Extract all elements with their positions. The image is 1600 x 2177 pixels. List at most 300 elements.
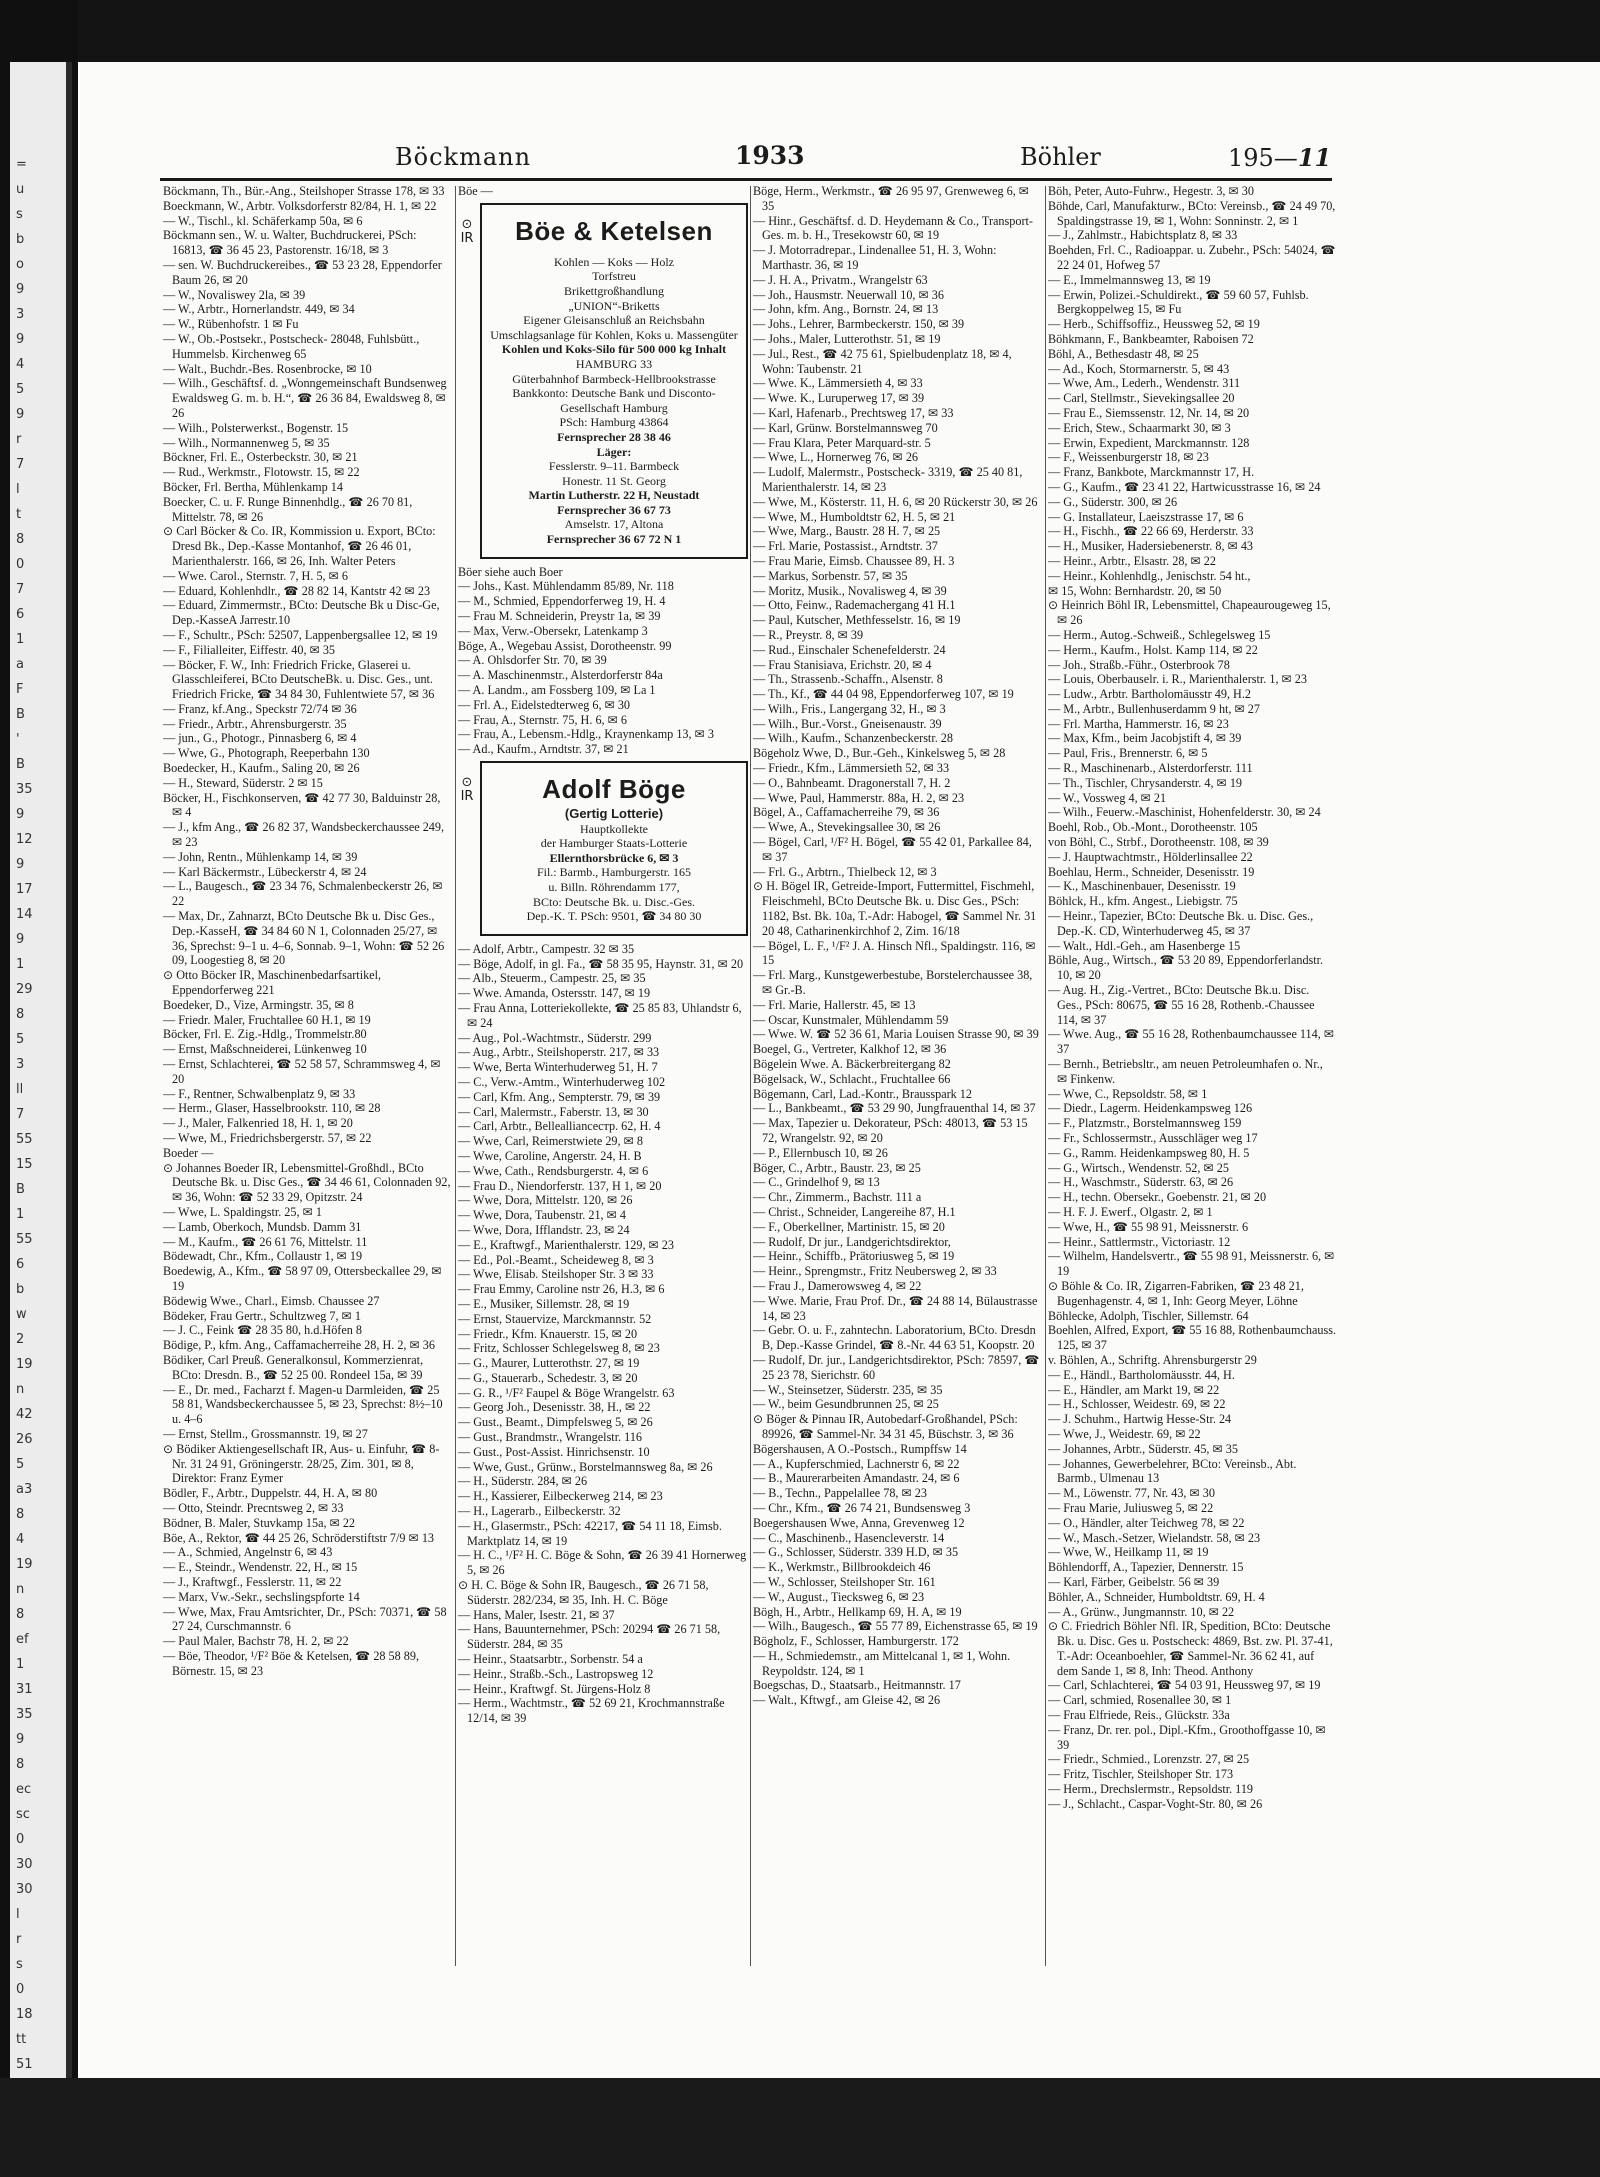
directory-entry: — Rudolf, Dr jur., Landgerichtsdirektor,: [753, 1234, 951, 1249]
directory-entry: — J. Hauptwachtmstr., Hölderlinsallee 22: [1048, 849, 1253, 864]
binding-fragment: r: [16, 432, 22, 447]
directory-entry: — Friedr., Kfm., Lämmersieth 52, ✉ 33: [753, 761, 950, 776]
directory-entry: — G., Maurer, Lutterothstr. 27, ✉ 19: [458, 1356, 640, 1371]
directory-entry: — Oscar, Kunstmaler, Mühlendamm 59: [753, 1012, 949, 1027]
binding-fragment: 3: [16, 307, 25, 322]
directory-entry: — Chr., Kfm., ☎ 26 74 21, Bundsensweg 3: [753, 1500, 971, 1515]
binding-fragment: 31: [16, 1682, 33, 1697]
directory-entry: — Wwe, Berta Winterhuderweg 51, H. 7: [458, 1060, 658, 1075]
binding-fragment: b: [16, 232, 25, 247]
directory-entry: — K., Werkmstr., Billbrookdeich 46: [753, 1560, 931, 1575]
directory-entry: — Wwe, C., Repsoldstr. 58, ✉ 1: [1048, 1086, 1208, 1101]
binding-fragment: 29: [16, 982, 33, 997]
binding-fragment: w: [16, 1307, 27, 1322]
directory-entry: — Georg Joh., Desenisstr. 38, H., ✉ 22: [458, 1400, 651, 1415]
directory-entry: — Wwe, Dora, Mittelstr. 120, ✉ 26: [458, 1193, 633, 1208]
directory-entry: Böhler, A., Schneider, Humboldtstr. 69, H. 4: [1048, 1589, 1265, 1604]
directory-entry: Böhle, Aug., Wirtsch., ☎ 53 20 89, Eppendorferlandstr. 10, ✉ 20: [1048, 953, 1324, 983]
directory-entry: — Diedr., Lagerm. Heidenkampsweg 126: [1048, 1101, 1253, 1116]
directory-entry: Bögh, H., Arbtr., Hellkamp 69, H. A, ✉ 19: [753, 1604, 962, 1619]
directory-entry: — Frau, A., Lebensm.-Hdlg., Kraynenkamp 13, ✉ 3: [458, 727, 714, 742]
directory-entry: — Christ., Schneider, Langereihe 87, H.1: [753, 1204, 956, 1219]
directory-entry: — Friedr., Kfm. Knauerstr. 15, ✉ 20: [458, 1326, 638, 1341]
directory-entry: — Wwe, L. Spaldingstr. 25, ✉ 1: [163, 1204, 322, 1219]
directory-entry: — Paul, Fris., Brennerstr. 6, ✉ 5: [1048, 746, 1208, 761]
directory-column-4: [1048, 184, 1336, 1984]
directory-entry: Bödeker, Frau Gertr., Schultzweg 7, ✉ 1: [163, 1308, 361, 1323]
directory-entry: — Wwe, M., Humboldtstr 62, H. 5, ✉ 21: [753, 509, 956, 524]
directory-entry: — G. Installateur, Laeiszstrasse 17, ✉ 6: [1048, 509, 1244, 524]
directory-entry: — F., Platzmstr., Borstelmannsweg 159: [1048, 1116, 1242, 1131]
directory-entry: — Heinr., Straßb.-Sch., Lastropsweg 12: [458, 1666, 654, 1681]
directory-entry: — Aug. H., Zig.-Vertret., BCto: Deutsche Bk.u. Disc. Ges., PSch: 80675, ☎ 55 16 28, Rothenb.-Chaussee 114, ✉ 37: [1048, 983, 1315, 1027]
directory-entry: — Wwe, Cath., Rendsburgerstr. 4, ✉ 6: [458, 1163, 649, 1178]
directory-entry: — W., Rübenhofstr. 1 ✉ Fu: [163, 317, 299, 332]
running-head-year: 1933: [735, 141, 805, 170]
binding-fragment: 19: [16, 1357, 33, 1372]
binding-fragment: 51: [16, 2057, 33, 2072]
directory-entry: — J., kfm Ang., ☎ 26 82 37, Wandsbeckerchaussee 249, ✉ 23: [163, 820, 445, 850]
ad-line: Dep.-K. T. PSch: 9501, ☎ 34 80 30: [526, 909, 702, 924]
directory-entry: — W., Novaliswey 2la, ✉ 39: [163, 287, 306, 302]
directory-entry: — Moritz, Musik., Novalisweg 4, ✉ 39: [753, 583, 947, 598]
directory-entry: — E., Kraftwgf., Marienthalerstr. 129, ✉ 23: [458, 1237, 674, 1252]
directory-entry: — M., Schmied, Eppendorferweg 19, H. 4: [458, 594, 666, 609]
directory-entry: Bögel, A., Caffamacherreihe 79, ✉ 36: [753, 805, 940, 820]
directory-entry: ✉ 15, Wohn: Bernhardstr. 20, ✉ 50: [1048, 583, 1222, 598]
binding-fragment: 7: [16, 1107, 25, 1122]
directory-entry: — Carl, schmied, Rosenallee 30, ✉ 1: [1048, 1693, 1232, 1708]
directory-entry: — G. R., ¹/F² Faupel & Böge Wrangelstr. 63: [458, 1385, 675, 1400]
directory-entry: — Wwe. K., Luruperweg 17, ✉ 39: [753, 391, 925, 406]
directory-entry: — Jul., Rest., ☎ 42 75 61, Spielbudenplatz 18, ✉ 4, Wohn: Taubenstr. 21: [753, 346, 1012, 376]
directory-entry: — Walt., Hdl.-Geh., am Hasenberge 15: [1048, 938, 1241, 953]
binding-fragment: 30: [16, 1882, 33, 1897]
directory-entry: — Heinr., Sprengmstr., Fritz Neubersweg 2, ✉ 33: [753, 1264, 997, 1279]
binding-fragment: 17: [16, 882, 33, 897]
directory-entry: — Wilh., Baugesch., ☎ 55 77 89, Eichenstrasse 65, ✉ 19: [753, 1619, 1038, 1634]
binding-fragment: 2: [16, 1332, 25, 1347]
ad-line: Bankkonto: Deutsche Bank und Disconto-Gesellschaft Hamburg: [512, 386, 716, 415]
page-number-main: 195—: [1228, 144, 1298, 172]
directory-entry: — Ed., Pol.-Beamt., Scheideweg 8, ✉ 3: [458, 1252, 654, 1267]
directory-entry: — Heinr., Arbtr., Elsastr. 28, ✉ 22: [1048, 553, 1216, 568]
directory-entry: — Fritz, Schlosser Schlegelsweg 8, ✉ 23: [458, 1341, 660, 1356]
binding-fragment: 8: [16, 1757, 25, 1772]
directory-entry: — Rud., Werkmstr., Flotowstr. 15, ✉ 22: [163, 465, 360, 480]
ad-line: Fesslerstr. 9–11. Barmbeck: [548, 459, 680, 474]
directory-entry: — Ludolf, Malermstr., Postscheck- 3319, ☎ 25 40 81, Marienthalerstr. 14, ✉ 23: [753, 465, 1023, 494]
directory-entry: Boehlen, Alfred, Export, ☎ 55 16 88, Rothenbaumchauss. 125, ✉ 37: [1048, 1323, 1336, 1353]
directory-entry: Böcker, Frl. E. Zig.-Hdlg., Trommelstr.80: [163, 1027, 367, 1042]
directory-entry: — F., Filialleiter, Eiffestr. 40, ✉ 35: [163, 642, 336, 657]
binding-fragment: 9: [16, 1732, 25, 1747]
directory-entry: — Aug., Pol.-Wachtmstr., Süderstr. 299: [458, 1030, 652, 1045]
binding-fragment: 55: [16, 1132, 33, 1147]
directory-entry: — Heinr., Kraftwgf. St. Jürgens-Holz 8: [458, 1681, 651, 1696]
binding-fragment: u: [16, 182, 25, 197]
directory-entry: — Heinr., Tapezier, BCto: Deutsche Bk. u. Disc. Ges., Dep.-K. CD, Winterhuderweg 45, ✉ 37: [1048, 909, 1314, 938]
ir-mark-icon: IR: [460, 230, 474, 246]
directory-entry: — Lamb, Oberkoch, Mundsb. Damm 31: [163, 1219, 362, 1234]
telephone-circle-icon: ⊙: [461, 216, 473, 232]
directory-entry: — Ernst, Stellm., Grossmannstr. 19, ✉ 27: [163, 1426, 368, 1441]
binding-fragment: 9: [16, 807, 25, 822]
directory-entry: — Wwe. Carol., Sternstr. 7, H. 5, ✉ 6: [163, 568, 348, 583]
directory-entry: — Frl. G., Arbtrn., Thielbeck 12, ✉ 3: [753, 864, 937, 879]
directory-entry: — H., Schlosser, Weidestr. 69, ✉ 22: [1048, 1397, 1226, 1412]
binding-fragment: =: [16, 157, 27, 172]
directory-entry: — E., Musiker, Sillemstr. 28, ✉ 19: [458, 1296, 630, 1311]
directory-entry: Bödiker, Carl Preuß. Generalkonsul, Kommerzienrat, BCto: Dresdn. B., ☎ 52 25 00. Rondeel 15a, ✉ 39: [163, 1352, 424, 1382]
ad-line: Torfstreu: [592, 269, 636, 284]
binding-fragment: a: [16, 657, 24, 672]
binding-rule: [66, 62, 72, 2078]
directory-entry: — Gust., Beamt., Dimpfelsweg 5, ✉ 26: [458, 1415, 653, 1430]
binding-fragment: 15: [16, 1157, 33, 1172]
ad-line: der Hamburger Staats-Lotterie: [540, 836, 688, 851]
directory-entry: Bögeholz Wwe, D., Bur.-Geh., Kinkelsweg 5, ✉ 28: [753, 746, 1006, 761]
directory-entry: — Heinr., Staatsarbtr., Sorbenstr. 54 a: [458, 1652, 643, 1667]
directory-entry: Böckmann, Th., Bür.-Ang., Steilshoper Strasse 178, ✉ 33: [163, 184, 445, 198]
binding-fragment: s: [16, 207, 23, 222]
directory-entry: — Markus, Sorbenstr. 57, ✉ 35: [753, 568, 908, 583]
binding-fragment: 1: [16, 957, 25, 972]
binding-fragment: 5: [16, 1032, 25, 1047]
directory-entry: Boegershausen Wwe, Anna, Grevenweg 12: [753, 1515, 965, 1530]
binding-fragment: 55: [16, 1232, 33, 1247]
directory-entry: — Erwin, Expedient, Marckmannstr. 128: [1048, 435, 1250, 450]
ad-line: Kohlen und Koks-Silo für 500 000 kg Inhalt: [501, 342, 727, 357]
directory-entry: — Wilh., Feuerw.-Maschinist, Hohenfelderstr. 30, ✉ 24: [1048, 805, 1321, 820]
directory-entry: — Karl, Grünw. Borstelmannsweg 70: [753, 420, 938, 435]
directory-entry: Böhde, Carl, Manufakturw., BCto: Vereinsb., ☎ 24 49 70, Spaldingstrasse 19, ✉ 1, Wohn: Sonninstr. 2, ✉ 1: [1048, 198, 1336, 228]
directory-entry: — F., Rentner, Schwalbenplatz 9, ✉ 33: [163, 1086, 356, 1101]
directory-entry: — Marx, Vw.-Sekr., sechslingspforte 14: [163, 1589, 360, 1604]
directory-entry: — Wwe, W., Heilkamp 11, ✉ 19: [1048, 1545, 1209, 1560]
directory-entry: — Herm., Kaufm., Holst. Kamp 114, ✉ 22: [1048, 642, 1258, 657]
binding-fragment: B: [16, 757, 25, 772]
ad-line: HAMBURG 33: [575, 356, 653, 371]
directory-entry: — H., Musiker, Hadersiebenerstr. 8, ✉ 43: [1048, 539, 1254, 554]
directory-entry: — L., Bankbeamt., ☎ 53 29 90, Jungfrauenthal 14, ✉ 37: [753, 1101, 1036, 1116]
directory-entry: Bögholz, F., Schlosser, Hamburgerstr. 172: [753, 1634, 959, 1649]
directory-entry: — Karl, Hafenarb., Prechtsweg 17, ✉ 33: [753, 405, 954, 420]
page-number: [1228, 143, 1331, 172]
directory-entry: — Carl, Kfm. Ang., Sempterstr. 79, ✉ 39: [458, 1089, 661, 1104]
directory-entry: — Frl. Marie, Postassist., Arndtstr. 37: [753, 539, 938, 554]
ad-title: Adolf Böge: [542, 774, 686, 805]
directory-entry: — Louis, Oberbauselr. i. R., Marienthalerstr. 1, ✉ 23: [1048, 672, 1307, 687]
directory-entry: — O., Bahnbeamt. Dragonerstall 7, H. 2: [753, 775, 951, 790]
directory-entry: — Franz, Bankbote, Marckmannstr 17, H.: [1048, 465, 1255, 480]
directory-entry: — Hans, Maler, Isestr. 21, ✉ 37: [458, 1607, 615, 1622]
column-divider: [750, 186, 751, 1966]
directory-entry: — Wilh., Kaufm., Schanzenbeckerstr. 28: [753, 731, 953, 746]
telephone-circle-icon: ⊙: [461, 775, 473, 791]
directory-entry: — W., Steinsetzer, Süderstr. 235, ✉ 35: [753, 1382, 943, 1397]
directory-entry: — Bögel, L. F., ¹/F² J. A. Hinsch Nfl., Spaldingstr. 116, ✉ 15: [753, 938, 1036, 968]
directory-entry: — Frau Emmy, Caroline nstr 26, H.3, ✉ 6: [458, 1282, 665, 1297]
binding-fragment: o: [16, 257, 24, 272]
directory-entry: — E., Dr. med., Facharzt f. Magen-u Darmleiden, ☎ 25 58 81, Wandsbeckerchaussee 5, ✉ 23, Sprechst: 8½–10 u. 4–6: [163, 1382, 443, 1427]
directory-entry: — Carl, Arbtr., Belleallianceстр. 62, H. 4: [458, 1119, 661, 1134]
directory-entry: — Johannes, Arbtr., Süderstr. 45, ✉ 35: [1048, 1441, 1238, 1456]
directory-entry: Boegschas, D., Staatsarb., Heitmannstr. 17: [753, 1678, 961, 1693]
directory-entry: — A. Landm., am Fossberg 109, ✉ La 1: [458, 683, 656, 698]
column-divider: [1045, 186, 1046, 1966]
directory-entry: — Frau Anna, Lotteriekollekte, ☎ 25 85 83, Uhlandstr 6, ✉ 24: [458, 1000, 742, 1030]
directory-entry: Bögemann, Carl, Lad.-Kontr., Brausspark 12: [753, 1086, 972, 1101]
directory-entry: — H., Fischh., ☎ 22 66 69, Herderstr. 33: [1048, 524, 1254, 539]
directory-entry: — A., Kupferschmied, Lachnerstr 6, ✉ 22: [753, 1456, 960, 1471]
directory-entry: — Wwe, Gust., Grünw., Borstelmannsweg 8a, ✉ 26: [458, 1459, 713, 1474]
directory-entry: — Rud., Einschaler Schenefelderstr. 24: [753, 642, 946, 657]
directory-entry: — Wwe, J., Weidestr. 69, ✉ 22: [1048, 1426, 1201, 1441]
binding-fragment: ec: [16, 1782, 32, 1797]
binding-fragment: 7: [16, 582, 25, 597]
directory-entry: — G., Schlosser, Süderstr. 339 H.D, ✉ 35: [753, 1545, 959, 1560]
directory-entry: — Alb., Steuerm., Campestr. 25, ✉ 35: [458, 971, 646, 986]
directory-entry: ⊙ Johannes Boeder IR, Lebensmittel-Großhdl., BCto Deutsche Bk. u. Disc Ges., ☎ 34 46 61, Colonnaden 92, ✉ 36, Wohn: ☎ 52 33 29, Opitzstr. 24: [163, 1160, 451, 1205]
directory-entry: — Gebr. O. u. F., zahntechn. Laboratorium, BCto. Dresdn B, Dep.-Kasse Grindel, ☎ 8.-Nr. 44 63 51, Koopstr. 20: [753, 1323, 1036, 1353]
directory-entry: — Wwe. W. ☎ 52 36 61, Maria Louisen Strasse 90, ✉ 39: [753, 1027, 1039, 1042]
directory-entry: — Hinr., Geschäftsf. d. D. Heydemann & Co., Transport-Ges. m. b. H., Tresekowstr 60, ✉ 19: [753, 213, 1033, 243]
directory-entry: — Paul Maler, Bachstr 78, H. 2, ✉ 22: [163, 1634, 349, 1649]
directory-entry: — J. Motorradrepar., Lindenallee 51, H. 3, Wohn: Marthastr. 36, ✉ 19: [753, 243, 997, 272]
directory-entry: — Frau M. Schneiderin, Preystr 1a, ✉ 39: [458, 609, 661, 624]
directory-entry: — Bögel, Carl, ¹/F² H. Bögel, ☎ 55 42 01, Parkallee 84, ✉ 37: [753, 835, 1032, 864]
directory-entry: — F., Schultr., PSch: 52507, Lappenbergsallee 12, ✉ 19: [163, 627, 438, 642]
binding-fragment: tt: [16, 2032, 27, 2047]
directory-entry: — Frl. Marg., Kunstgewerbestube, Borstelerchaussee 38, ✉ Gr.-B.: [753, 968, 1033, 998]
column-2-head: [458, 184, 748, 199]
directory-entry: Boecker, C. u. F. Runge Binnenhdlg., ☎ 26 70 81, Mittelstr. 78, ✉ 26: [163, 494, 413, 524]
directory-entry: — K., Maschinenbauer, Desenisstr. 19: [1048, 879, 1236, 894]
directory-entry: ⊙ Böhle & Co. IR, Zigarren-Fabriken, ☎ 23 48 21, Bugenhagenstr. 4, ✉ 1, Inh: Georg Meyer, Löhne: [1048, 1278, 1304, 1308]
directory-entry: — Wwe. Amanda, Ostersstr. 147, ✉ 19: [458, 986, 651, 1001]
binding-fragment: 19: [16, 1557, 33, 1572]
directory-entry: — G., Stauerarb., Schedestr. 3, ✉ 20: [458, 1370, 638, 1385]
directory-entry: — H., Süderstr. 284, ✉ 26: [458, 1474, 588, 1489]
directory-entry: Böcker, H., Fischkonserven, ☎ 42 77 30, Balduinstr 28, ✉ 4: [163, 790, 441, 820]
directory-entry: — Herm., Glaser, Hasselbrookstr. 110, ✉ 28: [163, 1101, 381, 1116]
directory-entry: ⊙ Heinrich Böhl IR, Lebensmittel, Chapeaurougeweg 15, ✉ 26: [1048, 598, 1331, 628]
directory-entry: — W., Arbtr., Hornerlandstr. 449, ✉ 34: [163, 302, 355, 317]
directory-entry: Bögelsack, W., Schlacht., Fruchtallee 66: [753, 1071, 951, 1086]
binding-fragment: 30: [16, 1857, 33, 1872]
directory-entry: — Ludw., Arbtr. Bartholomäusstr 49, H.2: [1048, 687, 1251, 702]
directory-entry: — A., Grünw., Jungmannstr. 10, ✉ 22: [1048, 1604, 1235, 1619]
ad-line: „UNION“-Briketts: [568, 298, 660, 313]
directory-entry: — Max, Dr., Zahnarzt, BCto Deutsche Bk u. Disc Ges., Dep.-KasseH, ☎ 34 84 60 N 1, Colonnaden 25/27, ✉ 36, Sprechst: 9–1 u. 4–6, Sonnab. 9–1, Wohn: ☎ 52 26 09, Loogestieg 8, ✉ 20: [163, 909, 445, 968]
ir-mark-icon: IR: [460, 789, 474, 805]
directory-entry: — G., Ramm. Heidenkampsweg 80, H. 5: [1048, 1145, 1250, 1160]
binding-fragment: F: [16, 682, 24, 697]
binding-fragment: 5: [16, 1457, 25, 1472]
binding-fragment: 1: [16, 1207, 25, 1222]
advertisement-boe-ketelsen: [480, 203, 748, 559]
directory-entry: — R., Preystr. 8, ✉ 39: [753, 627, 864, 642]
directory-entry: — Frl. Marie, Hallerstr. 45, ✉ 13: [753, 997, 916, 1012]
directory-entry: — H., Schmiedemstr., am Mittelcanal 1, ✉ 1, Wohn. Reypoldstr. 124, ✉ 1: [753, 1648, 1011, 1678]
directory-entry: — Frau, A., Sternstr. 75, H. 6, ✉ 6: [458, 712, 627, 727]
directory-entry: Bödewig Wwe., Charl., Eimsb. Chaussee 27: [163, 1293, 380, 1308]
directory-entry: — Wwe, Caroline, Angerstr. 24, H. B: [458, 1148, 642, 1163]
directory-column-3: [753, 184, 1043, 1984]
directory-entry: Böhkmann, F., Bankbeamter, Raboisen 72: [1048, 331, 1254, 346]
binding-fragment: 26: [16, 1432, 33, 1447]
binding-fragment: a3: [16, 1482, 33, 1497]
directory-entry: Boehl, Rob., Ob.-Mont., Dorotheenstr. 105: [1048, 820, 1258, 835]
ad-line: Fernsprecher 28 38 46: [557, 429, 671, 444]
binding-fragment: 5: [16, 382, 25, 397]
directory-entry: — Wwe, M., Kösterstr. 11, H. 6, ✉ 20 Rückerstr 30, ✉ 26: [753, 494, 1038, 509]
directory-entry: Boehlau, Herm., Schneider, Desenisstr. 19: [1048, 864, 1255, 879]
directory-entry: — Frau Elfriede, Reis., Glückstr. 33a: [1048, 1708, 1230, 1723]
directory-entry: — G., Süderstr. 300, ✉ 26: [1048, 494, 1178, 509]
directory-entry: — H. C., ¹/F² H. C. Böge & Sohn, ☎ 26 39 41 Hornerweg 5, ✉ 26: [458, 1548, 747, 1578]
directory-entry: — jun., G., Photogr., Pinnasberg 6, ✉ 4: [163, 731, 357, 746]
directory-entry: Bödige, P., kfm. Ang., Caffamacherreihe 28, H. 2, ✉ 36: [163, 1338, 435, 1353]
directory-entry: Böcker, Frl. Bertha, Mühlenkamp 14: [163, 479, 343, 494]
directory-entry: von Böhl, C., Strbf., Dorotheenstr. 108, ✉ 39: [1048, 835, 1269, 850]
ad-line: Läger:: [596, 444, 632, 459]
directory-entry: ⊙ C. Friedrich Böhler Nfl. IR, Spedition, BCto: Deutsche Bk. u. Disc. Ges u. Postscheck: 4869, Bst. zw. Pl. 37-41, T.-Adr: Oceanboehler, ☎ Sammel-Nr. 36 62 41, auf dem Sande 1, ✉ 8, Inh: Theod. Anthony: [1048, 1619, 1333, 1678]
binding-fragment: 1: [16, 632, 25, 647]
directory-entry: — M., Arbtr., Bullenhuserdamm 9 ht, ✉ 27: [1048, 701, 1260, 716]
ad-line: Güterbahnhof Barmbeck-Hellbrookstrasse: [512, 371, 716, 386]
directory-entry: Boegel, G., Vertreter, Kalkhof 12, ✉ 36: [753, 1042, 947, 1057]
directory-entry: — W., Schlosser, Steilshoper Str. 161: [753, 1574, 936, 1589]
directory-entry: Boehden, Frl. C., Radioappar. u. Zubehr., PSch: 54024, ☎ 22 24 01, Hofweg 57: [1048, 243, 1336, 272]
directory-entry: — W., beim Gesundbrunnen 25, ✉ 25: [753, 1397, 939, 1412]
directory-entry: ⊙ H. Bögel IR, Getreide-Import, Futtermittel, Fischmehl, Fleischmehl, BCto Deutsche Bk. u. Disc Ges., PSch: 1182, Bst. Bk. 10a, T.-Adr: Habogel, ☎ Sammel Nr. 31 20 48, Catharinenkirchhof 2, Zim. 16/18: [753, 879, 1037, 938]
directory-entry: Boedeker, D., Vize, Armingstr. 35, ✉ 8: [163, 997, 354, 1012]
directory-entry: — Wwe. Aug., ☎ 55 16 28, Rothenbaumchaussee 114, ✉ 37: [1048, 1027, 1335, 1057]
directory-entry: — Franz, kf.Ang., Speckstr 72/74 ✉ 36: [163, 701, 357, 716]
directory-entry: — Carl, Malermstr., Faberstr. 13, ✉ 30: [458, 1104, 649, 1119]
running-head-left: Böckmann: [395, 143, 532, 171]
ad-line: Martin Lutherstr. 22 H, Neustadt: [528, 488, 700, 503]
directory-entry: — Wwe, Carl, Reimerstwiete 29, ✉ 8: [458, 1134, 643, 1149]
directory-entry: — J. C., Feink ☎ 28 35 80, h.d.Höfen 8: [163, 1323, 363, 1338]
directory-entry: — Böge, Adolf, in gl. Fa., ☎ 58 35 95, Haynstr. 31, ✉ 20: [458, 956, 744, 971]
binding-fragment: n: [16, 1582, 25, 1597]
column-divider: [455, 186, 456, 1966]
directory-entry: — H., Steward, Süderstr. 2 ✉ 15: [163, 775, 323, 790]
directory-entry: — Friedr., Schmied., Lorenzstr. 27, ✉ 25: [1048, 1752, 1250, 1767]
directory-entry: — Fr., Schlossermstr., Ausschläger weg 17: [1048, 1131, 1258, 1145]
ad-line: Fil.: Barmb., Hamburgerstr. 165: [536, 865, 692, 880]
ad-line: Fernsprecher 36 67 73: [557, 502, 671, 517]
directory-entry: — W., Tischl., kl. Schäferkamp 50a, ✉ 6: [163, 213, 363, 228]
ad-line: Amselstr. 17, Altona: [564, 517, 664, 532]
directory-entry: — Joh., Straßb.-Führ., Osterbrook 78: [1048, 657, 1230, 672]
directory-entry: — M., Kaufm., ☎ 26 61 76, Mittelstr. 11: [163, 1234, 368, 1249]
directory-entry: — C., Maschinenb., Hasencleverstr. 14: [753, 1530, 945, 1545]
binding-fragment: 6: [16, 607, 25, 622]
directory-entry: Böckmann sen., W. u. Walter, Buchdruckerei, PSch: 16813, ☎ 36 45 23, Pastorenstr. 16/18, ✉ 3: [163, 228, 417, 258]
scan-edge-bottom: [0, 2078, 1600, 2177]
directory-entry: — Ernst, Maßschneiderei, Lünkenweg 10: [163, 1042, 367, 1057]
binding-fragment: 4: [16, 1532, 25, 1547]
directory-entry: — A. Maschinenmstr., Alsterdorferstr 84a: [458, 668, 663, 683]
directory-entry: — Th., Tischler, Chrysanderstr. 4, ✉ 19: [1048, 775, 1243, 790]
directory-entry: ⊙ Carl Böcker & Co. IR, Kommission u. Export, BCto: Dresd Bk., Dep.-Kasse Montanhof, ☎ 26 46 01, Marienthalerstr. 166, ✉ 26, Inh. Walter Peters: [163, 524, 436, 568]
directory-entry: Böe, A., Rektor, ☎ 44 25 26, Schröderstiftstr 7/9 ✉ 13: [163, 1530, 435, 1545]
binding-fragment: t: [16, 507, 22, 522]
directory-entry: v. Böhlen, A., Schriftg. Ahrensburgerstr 29: [1048, 1352, 1257, 1367]
directory-entry: Bödler, F., Arbtr., Duppelstr. 44, H. A, ✉ 80: [163, 1486, 378, 1501]
directory-entry: — Frau E., Siemssenstr. 12, Nr. 14, ✉ 20: [1048, 405, 1250, 420]
directory-entry: Böhlecke, Adolph, Tischler, Sillemstr. 64: [1048, 1308, 1249, 1323]
directory-entry: — Aug., Arbtr., Steilshoperstr. 217, ✉ 33: [458, 1045, 660, 1060]
binding-fragment: ef: [16, 1632, 29, 1647]
directory-entry: Bödner, B. Maler, Stuvkamp 15a, ✉ 22: [163, 1515, 356, 1530]
directory-entry: Boedecker, H., Kaufm., Saling 20, ✉ 26: [163, 761, 360, 776]
column-2-entries-bottom: [458, 942, 748, 1726]
directory-entry: — Bernh., Betriebsltr., am neuen Petroleumhafen o. Nr., ✉ Finkenw.: [1048, 1057, 1323, 1086]
binding-fragment: 9: [16, 932, 25, 947]
directory-entry: — Frau Marie, Juliusweg 5, ✉ 22: [1048, 1500, 1214, 1515]
directory-entry: — Friedr., Arbtr., Ahrensburgerstr. 35: [163, 716, 347, 731]
directory-entry: — Wilh., Fris., Langergang 32, H., ✉ 3: [753, 701, 946, 716]
directory-entry: — Wwe, Marg., Baustr. 28 H. 7, ✉ 25: [753, 524, 941, 539]
directory-entry: — E., Händl., Bartholomäusstr. 44, H.: [1048, 1367, 1235, 1382]
directory-entry: — Franz, Dr. rer. pol., Dipl.-Kfm., Groothoffgasse 10, ✉ 39: [1048, 1722, 1326, 1752]
directory-entry: — Böe, Theodor, ¹/F² Böe & Ketelsen, ☎ 28 58 89, Börnestr. 15, ✉ 23: [163, 1648, 420, 1678]
binding-fragment: 8: [16, 1007, 25, 1022]
directory-entry: — Wwe, L., Hornerweg 76, ✉ 26: [753, 450, 919, 465]
directory-entry: — Erich, Stew., Schaarmarkt 30, ✉ 3: [1048, 420, 1231, 435]
directory-entry: — H., Kassierer, Eilbeckerweg 214, ✉ 23: [458, 1489, 663, 1504]
directory-entry: — Chr., Zimmerm., Bachstr. 111 a: [753, 1190, 922, 1205]
directory-entry: — E., Steindr., Wendenstr. 22, H., ✉ 15: [163, 1560, 358, 1575]
directory-entry: — Paul, Kutscher, Methfesselstr. 16, ✉ 19: [753, 613, 961, 628]
ad-line: Honestr. 11 St. Georg: [562, 473, 666, 488]
ad-line: Umschlagsanlage für Kohlen, Koks u. Massengüter: [490, 327, 738, 342]
directory-entry: — Frau Stanisiava, Erichstr. 20, ✉ 4: [753, 657, 932, 672]
directory-entry: — Wilhelm, Handelsvertr., ☎ 55 98 91, Meissnerstr. 6, ✉ 19: [1048, 1249, 1335, 1279]
binding-fragment: 0: [16, 557, 25, 572]
scan-edge-top: [0, 0, 1600, 62]
binding-fragment: l: [16, 482, 20, 497]
directory-entry: — Adolf, Arbtr., Campestr. 32 ✉ 35: [458, 941, 635, 956]
directory-entry: — O., Händler, alter Teichweg 78, ✉ 22: [1048, 1515, 1245, 1530]
binding-fragment: B: [16, 1182, 25, 1197]
binding-fragment: 18: [16, 2007, 33, 2022]
directory-entry: — Frl. Martha, Hammerstr. 16, ✉ 23: [1048, 716, 1229, 731]
directory-column-1: [163, 184, 453, 1984]
binding-fragment: 1: [16, 1657, 25, 1672]
directory-entry: — Carl, Schlachterei, ☎ 54 03 91, Heussweg 97, ✉ 19: [1048, 1678, 1321, 1693]
directory-entry: Böh, Peter, Auto-Fuhrw., Hegestr. 3, ✉ 30: [1048, 184, 1254, 198]
directory-entry: ⊙ Böger & Pinnau IR, Autobedarf-Großhandel, PSch: 89926, ☎ Sammel-Nr. 34 31 45, Büschstr. 3, ✉ 36: [753, 1412, 1018, 1441]
binding-fragment: b: [16, 1282, 25, 1297]
directory-entry: — Ad., Koch, Stormarnerstr. 5, ✉ 43: [1048, 361, 1230, 376]
directory-entry: — Wwe. K., Lämmersieth 4, ✉ 33: [753, 376, 923, 391]
directory-entry: — C., Verw.-Amtm., Winterhuderweg 102: [458, 1074, 666, 1089]
directory-entry: Böger, C., Arbtr., Baustr. 23, ✉ 25: [753, 1160, 921, 1175]
directory-entry: — B., Techn., Pappelallee 78, ✉ 23: [753, 1486, 927, 1501]
directory-entry: — W., Masch.-Setzer, Wielandstr. 58, ✉ 23: [1048, 1530, 1261, 1545]
directory-entry: Böhlck, H., kfm. Angest., Liebigstr. 75: [1048, 894, 1238, 909]
directory-entry: — Frau D., Niendorferstr. 137, H 1, ✉ 20: [458, 1178, 662, 1193]
directory-entry: — E., Immelmannsweg 13, ✉ 19: [1048, 272, 1211, 287]
ad-line: PSch: Hamburg 43864: [559, 415, 669, 430]
directory-entry: — Friedr. Maler, Fruchtallee 60 H.1, ✉ 19: [163, 1012, 371, 1027]
